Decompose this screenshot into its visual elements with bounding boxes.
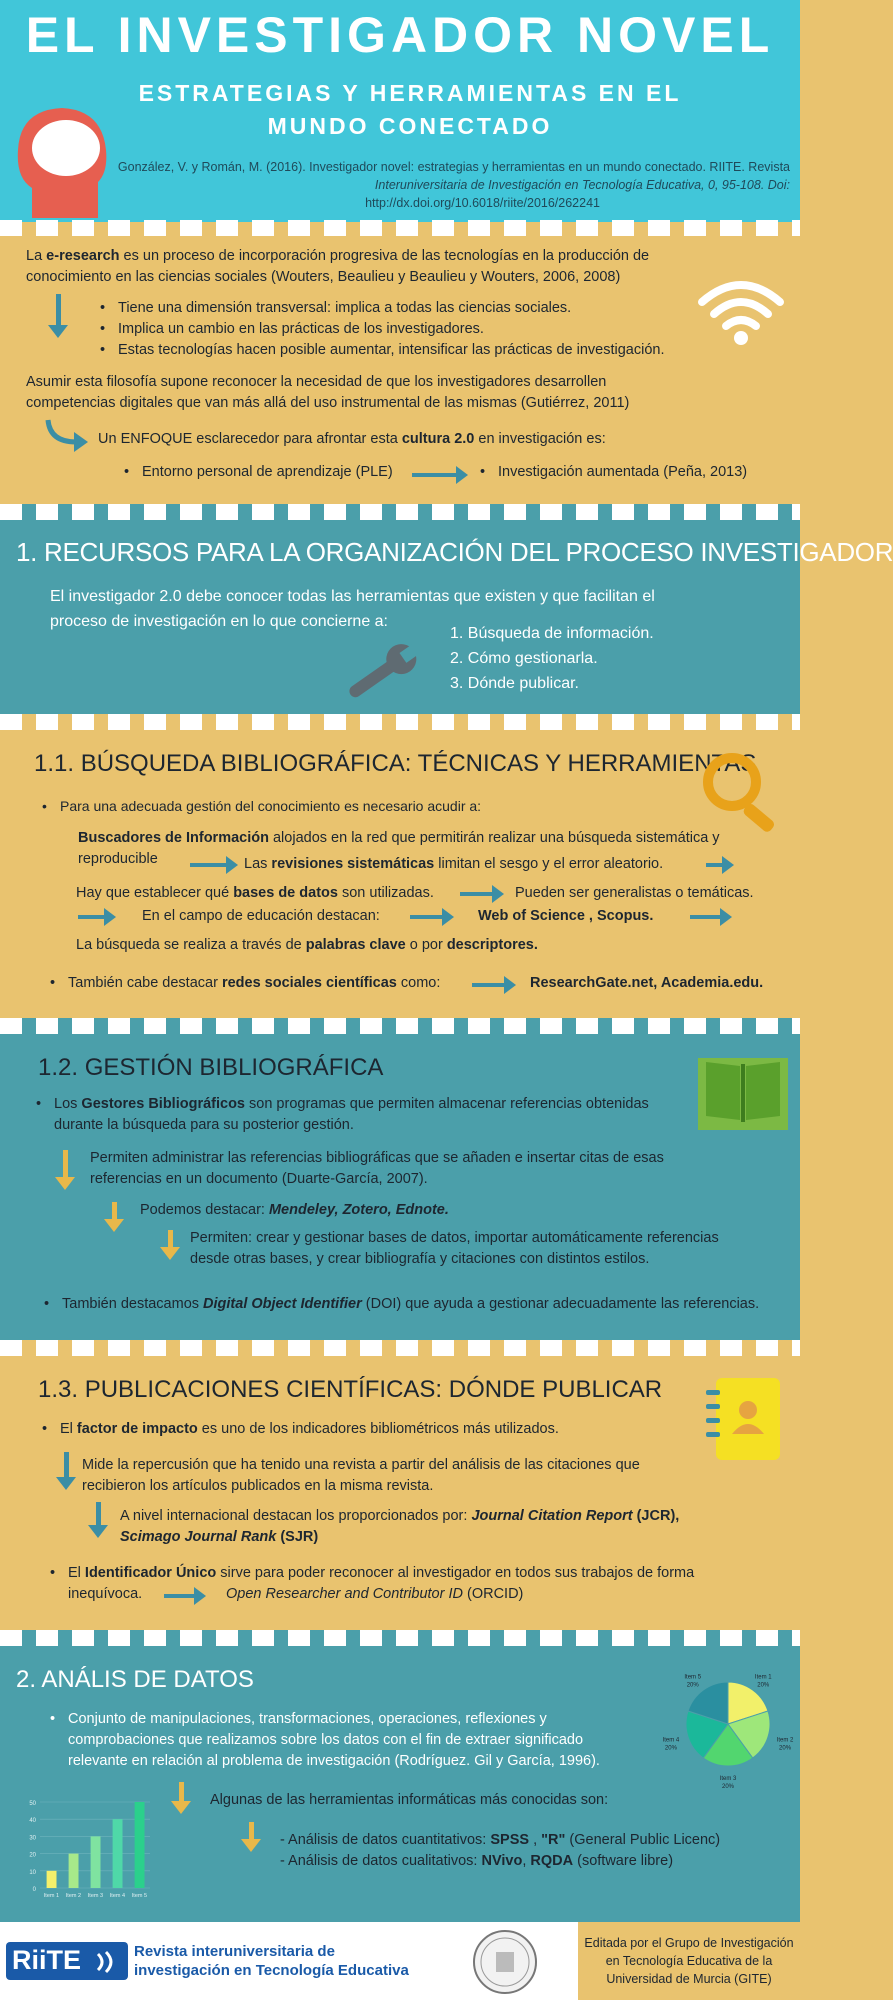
right-arrow xyxy=(472,983,506,987)
tool-name: RQDA xyxy=(530,1853,574,1869)
text: A nivel internacional destacan los proporcionados por: xyxy=(120,1508,472,1524)
intro-text: Asumir esta filosofía supone reconocer la necesidad de que los investigadores desarrollen xyxy=(26,374,607,390)
y-tick-label: 40 xyxy=(29,1818,36,1825)
s2-qual xyxy=(280,1851,780,1872)
list-item: • Tiene una dimensión transversal: implica a todas las ciencias sociales. xyxy=(100,298,700,319)
term: revisiones sistemáticas xyxy=(271,856,435,872)
citation-link[interactable]: http://dx.doi.org/10.6018/riite/2016/262241 xyxy=(365,196,600,210)
text: limitan el sesgo y el error aleatorio. xyxy=(434,856,664,872)
header-banner xyxy=(0,0,800,222)
y-tick-label: 30 xyxy=(29,1835,36,1842)
s12-bullet-2 xyxy=(44,1294,800,1315)
pie-label: Item 1 xyxy=(754,1674,772,1681)
term: bases de datos xyxy=(233,885,338,901)
text: sirve para poder reconocer al investigador en todos sus trabajos de forma xyxy=(216,1565,695,1581)
list-item xyxy=(42,1419,682,1440)
s12-p3 xyxy=(190,1228,780,1270)
section-1-2 xyxy=(0,1018,800,1340)
text: desde otras bases, y crear bibliografía y citaciones con distintos estilos. xyxy=(190,1251,650,1267)
text: son programas que permiten almacenar referencias obtenidas xyxy=(245,1096,649,1112)
intro-text: competencias digitales que van más allá del uso instrumental de las mismas (Gutiérrez, 2011) xyxy=(26,395,630,411)
intro-section xyxy=(0,236,800,504)
text: También cabe destacar xyxy=(68,975,222,991)
s11-line3 xyxy=(76,883,476,904)
text: (General Public Licenc) xyxy=(565,1832,721,1848)
down-arrow xyxy=(112,1202,117,1220)
text: También destacamos xyxy=(62,1296,204,1312)
riite-logo xyxy=(6,1942,128,1980)
footer xyxy=(0,1922,800,2000)
intro-text: en investigación es: xyxy=(474,431,606,447)
divider xyxy=(0,714,800,730)
journal-name xyxy=(134,1942,409,1980)
term: Buscadores de Información xyxy=(78,830,269,846)
pie-value-label: 20% xyxy=(757,1682,770,1689)
section-2 xyxy=(0,1630,800,1922)
y-tick-label: 10 xyxy=(29,1869,36,1876)
intro-focus xyxy=(98,429,698,450)
term: factor de impacto xyxy=(76,1421,198,1437)
list-item: • Entorno personal de aprendizaje (PLE) xyxy=(124,462,424,483)
head-icon xyxy=(10,88,110,218)
text: relevante en relación al problema de investigación (Rodríguez. Gil y García, 1996). xyxy=(68,1753,600,1769)
intro-text: La xyxy=(26,248,47,264)
wrench-icon xyxy=(338,640,422,708)
y-tick-label: 50 xyxy=(29,1801,36,1807)
section-text: El investigador 2.0 debe conocer todas las herramientas que existen y que facilitan el xyxy=(50,588,655,605)
x-tick-label: Item 3 xyxy=(87,1893,104,1899)
intro-text: conocimiento en las ciencias sociales (Wouters, Beaulieu y Beaulieu y Wouters, 2006, 2008) xyxy=(26,269,621,285)
journal-line: Revista interuniversitaria de xyxy=(134,1943,335,1960)
text: Permiten administrar las referencias bibliográficas que se añaden e insertar citas de esas xyxy=(90,1150,664,1166)
text: referencias en un documento (Duarte-García, 2007). xyxy=(90,1171,428,1187)
s11-line2b xyxy=(244,854,744,875)
down-arrow xyxy=(64,1452,69,1478)
term: Gestores Bibliográficos xyxy=(81,1096,245,1112)
s12-p1 xyxy=(90,1148,690,1190)
right-arrow xyxy=(410,915,444,919)
x-tick-label: Item 2 xyxy=(65,1893,82,1899)
page-subtitle-line2: MUNDO CONECTADO xyxy=(267,113,553,139)
pie-label: Item 2 xyxy=(776,1737,794,1744)
text: recibieron los artículos publicados en la misma revista. xyxy=(82,1478,434,1494)
bar xyxy=(135,1802,145,1888)
pie-value-label: 20% xyxy=(779,1745,792,1752)
term: Scimago Journal Rank xyxy=(120,1529,277,1545)
list-item: • Estas tecnologías hacen posible aumentar, intensificar las prácticas de investigación. xyxy=(100,340,700,361)
intro-p2 xyxy=(26,372,726,414)
magnifier-icon xyxy=(698,750,786,834)
university-seal-icon xyxy=(466,1928,544,1996)
right-arrow xyxy=(164,1594,196,1598)
text: comprobaciones que realizamos sobre los datos con el fin de extraer significado xyxy=(68,1732,584,1748)
text: , xyxy=(522,1853,531,1869)
list-item: • Investigación aumentada (Peña, 2013) xyxy=(480,462,780,483)
y-tick-label: 0 xyxy=(32,1887,36,1893)
text: (DOI) que ayuda a gestionar adecuadamente las referencias. xyxy=(361,1296,760,1312)
term: redes sociales científicas xyxy=(221,975,397,991)
section-1-3-title: 1.3. PUBLICACIONES CIENTÍFICAS: DÓNDE PUBLICAR xyxy=(38,1376,663,1403)
s2-p1: Algunas de las herramientas informáticas más conocidas son: xyxy=(210,1792,609,1808)
down-arrow xyxy=(96,1502,101,1526)
section-text: proceso de investigación en lo que concierne a: xyxy=(50,613,388,630)
contact-notebook-icon xyxy=(702,1376,782,1462)
list-item: • Implica un cambio en las prácticas de los investigadores. xyxy=(100,319,700,340)
s11-line3b: Pueden ser generalistas o temáticas. xyxy=(515,885,754,901)
list-item xyxy=(36,1094,696,1136)
section-1-list xyxy=(450,621,654,696)
s11-bullet-1 xyxy=(42,796,642,817)
y-tick-label: 20 xyxy=(29,1852,36,1859)
page-subtitle-line1: ESTRATEGIAS Y HERRAMIENTAS EN EL xyxy=(138,80,682,106)
list-item: 2. Cómo gestionarla. xyxy=(450,650,598,667)
intro-text: es un proceso de incorporación progresiva de las tecnologías en la producción de xyxy=(119,248,650,264)
section-1 xyxy=(0,504,893,714)
bar-chart xyxy=(18,1790,158,1902)
citation-line1: González, V. y Román, M. (2016). Investigador novel: estrategias y herramientas en un mundo conectado. RIITE. Revista xyxy=(117,160,790,174)
list-item xyxy=(50,973,470,994)
s13-p1 xyxy=(82,1455,722,1497)
bar xyxy=(113,1819,123,1888)
section-1-1 xyxy=(0,714,800,1018)
citation-line2: Interuniversitaria de Investigación en Tecnología Educativa, 0, 95-108. Doi: xyxy=(374,178,790,192)
pie-value-label: 20% xyxy=(686,1682,699,1689)
edited-line: Universidad de Murcia (GITE) xyxy=(606,1972,772,1986)
list-item xyxy=(44,1294,800,1315)
section-1-2-title: 1.2. GESTIÓN BIBLIOGRÁFICA xyxy=(38,1054,384,1081)
text: Conjunto de manipulaciones, transformaciones, operaciones, reflexiones y xyxy=(68,1711,547,1727)
divider xyxy=(0,1630,800,1646)
s2-quant xyxy=(280,1830,780,1851)
wifi-icon xyxy=(698,276,784,346)
right-arrow xyxy=(412,473,458,477)
pie-value-label: 20% xyxy=(664,1745,677,1752)
list-item xyxy=(50,1709,650,1772)
right-arrow xyxy=(190,863,228,867)
pie-value-label: 20% xyxy=(721,1784,735,1790)
down-arrow xyxy=(168,1230,173,1248)
focus-item-left xyxy=(124,462,424,483)
s13-bullet-1 xyxy=(42,1419,682,1440)
text: Las xyxy=(244,856,272,872)
social-networks[interactable]: ResearchGate.net, Academia.edu. xyxy=(530,975,764,991)
term: palabras clave xyxy=(305,937,406,953)
s11-line4b: Web of Science , Scopus. xyxy=(478,908,654,924)
down-arrow xyxy=(63,1150,68,1178)
text: (ORCID) xyxy=(462,1586,524,1602)
right-arrow xyxy=(706,863,724,867)
pie-label: Item 3 xyxy=(719,1776,737,1782)
journal-line: investigación en Tecnología Educativa xyxy=(134,1962,409,1979)
text: , xyxy=(529,1832,542,1848)
s11-line1 xyxy=(78,828,768,849)
intro-list xyxy=(100,298,700,361)
text: durante la búsqueda para su posterior gestión. xyxy=(54,1117,354,1133)
right-arrow xyxy=(78,915,106,919)
s11-line4: En el campo de educación destacan: xyxy=(142,908,380,924)
text: - Análisis de datos cuantitativos: xyxy=(280,1832,491,1848)
down-arrow xyxy=(56,294,61,326)
term: descriptores. xyxy=(446,937,538,953)
tool-name: "R" xyxy=(541,1832,566,1848)
s2-bullet-1 xyxy=(50,1709,650,1772)
text: o por xyxy=(405,937,447,953)
section-2-title: 2. ANÁLIS DE DATOS xyxy=(16,1666,254,1693)
text: La búsqueda se realiza a través de xyxy=(76,937,306,953)
book-icon xyxy=(696,1054,790,1132)
edited-line: en Tecnología Educativa de la xyxy=(605,1954,773,1968)
s11-bullet-2 xyxy=(50,973,470,994)
term: (SJR) xyxy=(276,1529,319,1545)
text: inequívoca. xyxy=(68,1586,143,1602)
text: son utilizadas. xyxy=(337,885,434,901)
divider xyxy=(0,1018,800,1034)
divider xyxy=(0,504,800,520)
divider xyxy=(0,220,800,236)
pie-label: Item 5 xyxy=(684,1674,702,1681)
intro-text: Un ENFOQUE esclarecedor para afrontar esta xyxy=(98,431,402,447)
text: Podemos destacar: xyxy=(140,1202,269,1218)
section-1-title: 1. RECURSOS PARA LA ORGANIZACIÓN DEL PROCESO INVESTIGADOR xyxy=(16,537,893,567)
text: El xyxy=(60,1421,77,1437)
list-item: 3. Dónde publicar. xyxy=(450,675,579,692)
intro-p1 xyxy=(26,246,706,288)
text: Los xyxy=(54,1096,82,1112)
intro-term: e-research xyxy=(46,248,120,264)
term: Identificador Único xyxy=(84,1565,217,1581)
focus-item-right xyxy=(480,462,780,483)
intro-term: cultura 2.0 xyxy=(401,431,475,447)
text: alojados en la red que permitirán realizar una búsqueda sistemática y xyxy=(268,830,720,846)
divider xyxy=(0,1340,800,1356)
pie-label: Item 4 xyxy=(662,1737,680,1744)
tool-name: SPSS xyxy=(490,1832,530,1848)
bar xyxy=(91,1836,101,1888)
term: Digital Object Identifier xyxy=(203,1296,362,1312)
section-1-1-title: 1.1. BÚSQUEDA BIBLIOGRÁFICA: TÉCNICAS Y HERRAMIENTAS xyxy=(34,750,757,777)
s11-line5 xyxy=(76,935,676,956)
text: (software libre) xyxy=(573,1853,674,1869)
s12-p2 xyxy=(140,1200,640,1221)
text: como: xyxy=(396,975,441,991)
text: Mide la repercusión que ha tenido una revista a partir del análisis de las citaciones que xyxy=(82,1457,640,1473)
s13-p2 xyxy=(120,1506,760,1548)
x-tick-label: Item 1 xyxy=(43,1893,60,1899)
orcid-name: Open Researcher and Contributor ID xyxy=(226,1586,463,1602)
curved-arrow xyxy=(44,418,90,454)
edited-line: Editada por el Grupo de Investigación xyxy=(584,1936,794,1950)
bar xyxy=(69,1854,79,1888)
tool-name: NVivo xyxy=(481,1853,523,1869)
x-tick-label: Item 4 xyxy=(109,1893,126,1899)
logo-text: RiiTE xyxy=(12,1945,82,1975)
x-tick-label: Item 5 xyxy=(131,1893,148,1899)
bar xyxy=(47,1871,57,1888)
right-arrow xyxy=(460,892,494,896)
text: es uno de los indicadores bibliométricos más utilizados. xyxy=(197,1421,559,1437)
term: Mendeley, Zotero, Ednote. xyxy=(268,1202,449,1218)
down-arrow xyxy=(249,1822,254,1840)
right-arrow xyxy=(690,915,722,919)
signal-icon xyxy=(94,1950,124,1974)
term: Journal Citation Report xyxy=(471,1508,633,1524)
text: - Análisis de datos cualitativos: xyxy=(280,1853,482,1869)
s11-line2: reproducible xyxy=(78,851,158,867)
text: El xyxy=(68,1565,85,1581)
orcid xyxy=(226,1584,626,1605)
s12-bullet-1 xyxy=(36,1094,696,1136)
down-arrow xyxy=(179,1782,184,1802)
edited-by xyxy=(578,1922,800,2000)
section-1-3 xyxy=(0,1340,800,1630)
list-item: • Para una adecuada gestión del conocimiento es necesario acudir a: xyxy=(42,796,642,817)
text: Permiten: crear y gestionar bases de datos, importar automáticamente referencias xyxy=(190,1230,719,1246)
page-title: EL INVESTIGADOR NOVEL xyxy=(25,7,775,63)
pie-chart xyxy=(652,1656,800,1790)
text: Hay que establecer qué xyxy=(76,885,234,901)
list-item: 1. Búsqueda de información. xyxy=(450,625,654,642)
term: (JCR), xyxy=(632,1508,680,1524)
